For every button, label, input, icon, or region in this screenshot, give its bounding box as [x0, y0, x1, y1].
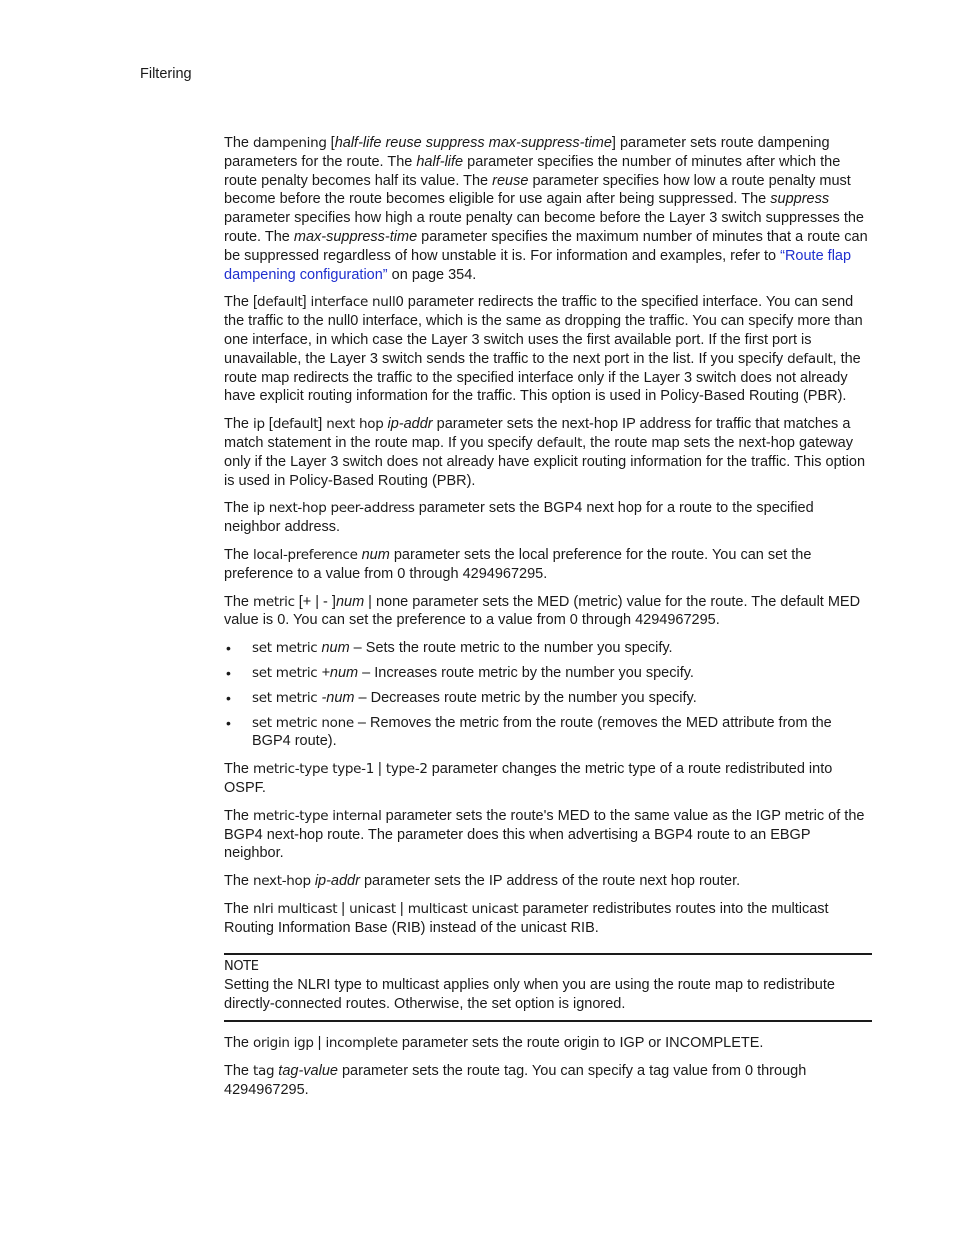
- note-body: Setting the NLRI type to multicast applies only when you are using the route map to redistribute directly-connected routes. Otherwise, the set option is ignored.: [224, 977, 835, 1013]
- cross-reference-link[interactable]: “Route flap dampening configuration”: [224, 247, 852, 283]
- paragraph-dampening: The dampening [half-life reuse suppress max-suppress-time] parameter sets route dampening parameters for the route. The half-life parameter specifies the number of minutes after which the route penalty becomes half its value. The reuse parameter specifies how low a route penalty must become before the route becomes eligible for use again after being suppressed. The suppress parameter specifies how high a route penalty can become before the Layer 3 switch suppresses the route. The max-suppress-time parameter specifies the maximum number of minutes that a route can be suppressed regardless of how unstable it is. For information and examples, refer to “Route flap dampening configuration” on page 354.: [224, 135, 868, 283]
- bullet-icon: •: [226, 689, 231, 706]
- page-content: [224, 134, 872, 1108]
- note-title: NOTE: [224, 959, 259, 975]
- list-item: • set metric -num – Decreases route metric by the number you specify.: [226, 689, 697, 706]
- paragraph-tag: The tag tag-value parameter sets the route tag. You can specify a tag value from 0 through 4294967295.: [224, 1062, 807, 1098]
- note-box: [224, 953, 872, 1022]
- paragraph-metric-type: The metric-type type-1 | type-2 parameter changes the metric type of a route redistributed into OSPF.: [224, 761, 833, 796]
- list-item: • set metric num – Sets the route metric to the number you specify.: [226, 640, 673, 657]
- list-item: • set metric none – Removes the metric from the route (removes the MED attribute from the BGP4 route).: [226, 714, 832, 750]
- keyword: dampening: [253, 135, 327, 151]
- paragraph-next-hop: The next-hop ip-addr parameter sets the IP address of the route next hop router.: [224, 873, 741, 890]
- paragraph-nlri: The nlri multicast | unicast | multicast unicast parameter redistributes routes into the multicast Routing Information Base (RIB) instead of the unicast RIB.: [224, 900, 829, 936]
- paragraph-metric-type-internal: The metric-type internal parameter sets the route's MED to the same value as the IGP metric of the BGP4 next-hop route. The parameter does this when advertising a BGP4 route to an EBGP neighbor.: [224, 807, 865, 862]
- bullet-icon: •: [226, 714, 231, 731]
- parameter: half-life reuse suppress max-suppress-time: [334, 135, 612, 151]
- bullet-icon: •: [226, 640, 231, 657]
- paragraph-local-preference: The local-preference num parameter sets the local preference for the route. You can set the preference to a value from 0 through 4294967295.: [224, 546, 812, 582]
- paragraph-interface-null0: The [default] interface null0 parameter redirects the traffic to the specified interface. You can send the traffic to the null0 interface, which is the same as dropping the traffic. You can specify more than one interface, in which case the Layer 3 switch uses the first available port. If the first port is unavailable, the Layer 3 switch sends the traffic to the next port in the list. If you specify default, the route map redirects the traffic to the specified interface only if the Layer 3 switch does not already have explicit routing information for the traffic. This option is used in Policy-Based Routing (PBR).: [224, 294, 863, 405]
- metric-bullet-list: [224, 639, 872, 751]
- paragraph-metric: The metric [+ | - ]num | none parameter sets the MED (metric) value for the route. The default MED value is 0. You can set the preference to a value from 0 through 4294967295.: [224, 593, 861, 629]
- list-item: • set metric +num – Increases route metric by the number you specify.: [226, 664, 694, 681]
- paragraph-ip-next-hop: The ip [default] next hop ip-addr parameter sets the next-hop IP address for traffic that matches a match statement in the route map. If you specify default, the route map sets the next-hop gateway only if the Layer 3 switch does not already have explicit routing information for the traffic. This option is used in Policy-Based Routing (PBR).: [224, 416, 866, 489]
- paragraph-origin: The origin igp | incomplete parameter sets the route origin to IGP or INCOMPLETE.: [224, 1035, 764, 1052]
- bullet-icon: •: [226, 664, 231, 681]
- running-head: Filtering: [140, 66, 192, 82]
- paragraph-peer-address: The ip next-hop peer-address parameter sets the BGP4 next hop for a route to the specified neighbor address.: [224, 500, 814, 536]
